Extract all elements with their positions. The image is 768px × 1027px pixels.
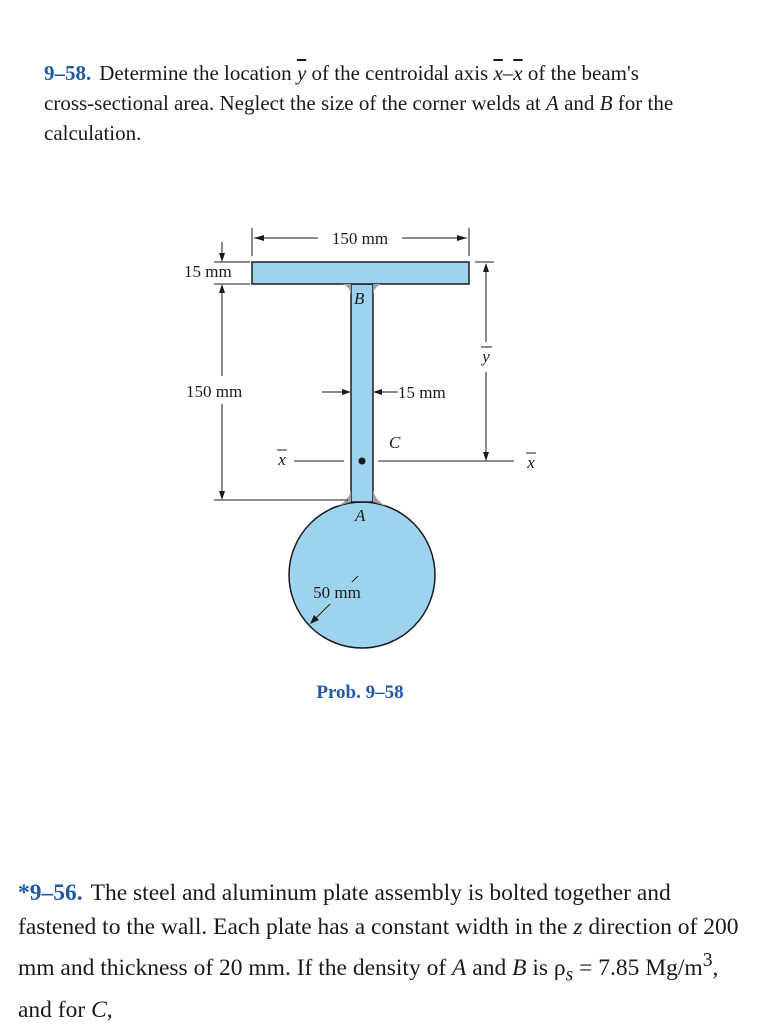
point-b: B — [599, 91, 613, 115]
z-symbol: z — [573, 914, 583, 940]
problem-text: = 7.85 Mg/m — [573, 954, 703, 981]
web-section — [351, 284, 373, 502]
plate-c: C — [91, 996, 107, 1023]
arrow-head — [457, 235, 467, 241]
xbar-symbol: $\overline{x}$ — [493, 61, 503, 85]
figure-caption: Prob. 9–58 — [316, 682, 404, 703]
xbar-symbol: $\overline{x}$ — [513, 61, 523, 85]
dim-top-width: 150 mm — [331, 229, 389, 248]
dim-flange-thickness: 15 mm — [184, 262, 232, 281]
label-xbar-left: x — [278, 450, 286, 469]
plate-b: B — [512, 954, 527, 981]
arrow-head — [219, 284, 225, 293]
subscript-s: s — [565, 964, 574, 986]
problem-9-56 — [18, 876, 740, 1027]
arrow-head — [219, 491, 225, 500]
flange-section — [252, 262, 469, 284]
problem-number: *9–56. — [18, 880, 83, 906]
label-b: B — [354, 289, 365, 308]
arrow-head — [373, 389, 382, 395]
label-a: A — [355, 506, 366, 525]
problem-text: direction of 200 mm and thickness of 20 mm. If the density of — [18, 914, 739, 981]
ybar-symbol: $\overline{y}$ — [296, 61, 307, 85]
dim-web-thickness: 15 mm — [398, 383, 446, 402]
dim-web-height: 150 mm — [186, 382, 243, 401]
problem-text: and — [466, 954, 513, 981]
problem-text: The steel and aluminum plate assembly is bolted together and fastened to the wall. Each plate has a constant width in the — [18, 880, 671, 940]
dash: – — [502, 61, 514, 85]
centroid-point — [359, 458, 366, 465]
problem-number: 9–58. — [44, 61, 92, 85]
problem-text: , and for — [18, 954, 719, 1023]
problem-text: and — [558, 91, 600, 115]
arrow-head — [219, 253, 225, 262]
problem-text: for the calculation. — [44, 91, 674, 145]
weld-b-left — [343, 284, 351, 296]
arrow-head — [483, 263, 489, 272]
plate-a: A — [452, 954, 467, 981]
problem-text: , — [106, 996, 113, 1023]
label-xbar-right: x — [527, 453, 535, 472]
label-c: C — [389, 433, 401, 452]
arrow-head — [483, 452, 489, 461]
weld-b-right — [373, 284, 381, 296]
label-ybar: y — [482, 347, 490, 366]
arrow-head — [254, 235, 264, 241]
rho-symbol: is ρ — [526, 954, 566, 981]
problem-text: Determine the location — [99, 61, 297, 85]
arrow-head — [342, 389, 351, 395]
superscript-3: 3 — [702, 950, 713, 971]
problem-text: of the centroidal axis — [306, 61, 494, 85]
problem-text: of the beam's cross-sectional area. Neglect the size of the corner welds at — [44, 61, 639, 115]
dim-radius: 50 mm — [313, 583, 361, 602]
point-a: A — [546, 91, 559, 115]
